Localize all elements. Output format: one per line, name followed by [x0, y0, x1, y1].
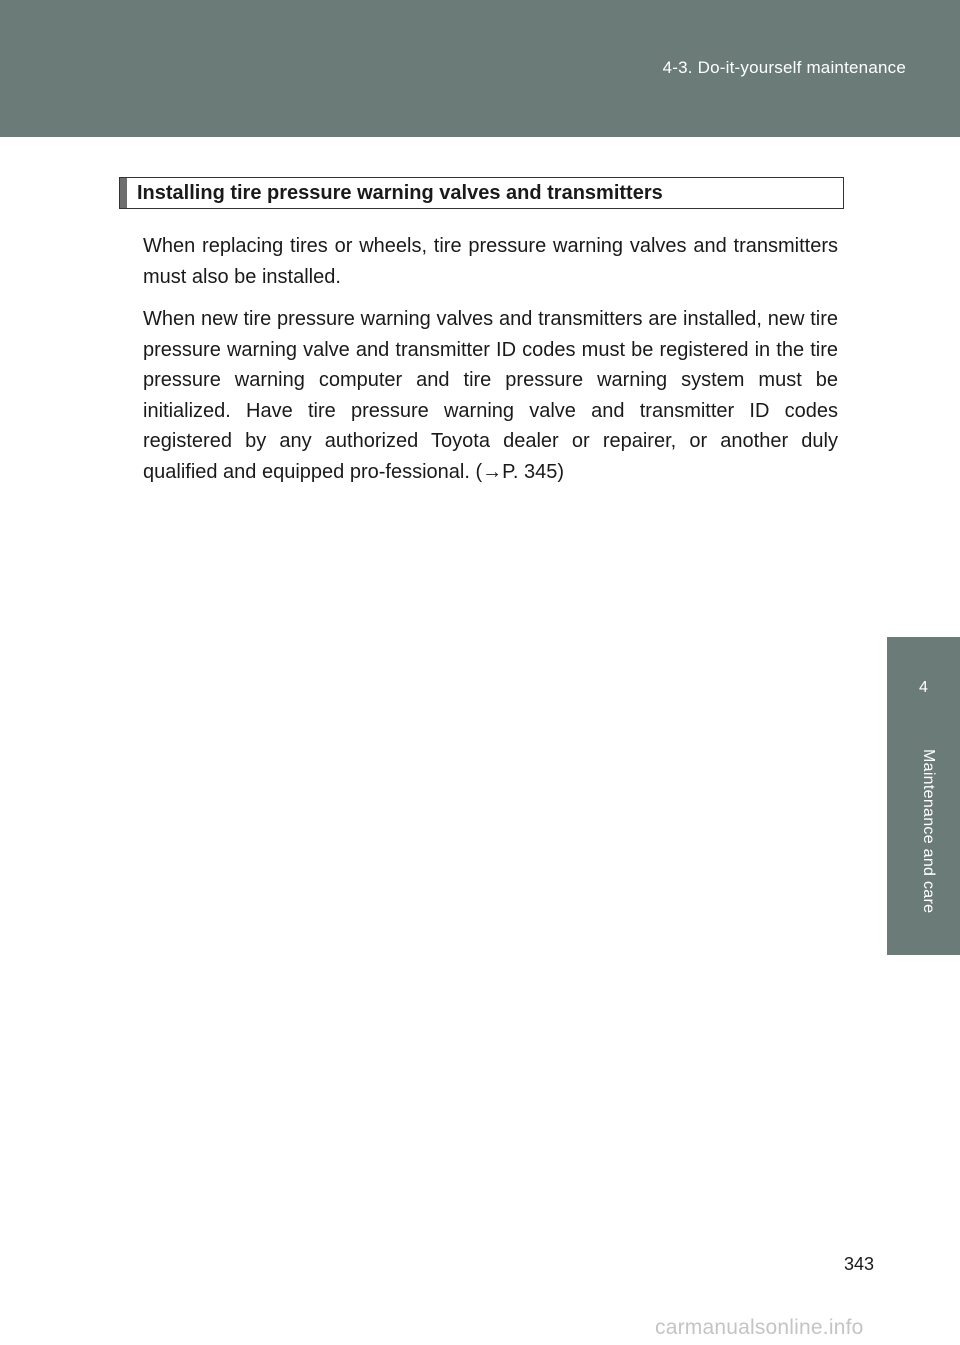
body-paragraph: When new tire pressure warning valves and transmitters are installed, new tire pressure warning valve and transmitter ID codes must be registered in the tire pressure warning computer and tire pressure warning system must be initialized. Have tire pressure warning valve and transmitter ID codes registered by any authorized Toyota dealer or repairer, or another duly qualified and equipped pro-fessional. (→P. 345) [143, 308, 838, 483]
chapter-number: 4 [919, 679, 928, 696]
section-title: 4-3. Do-it-yourself maintenance [662, 58, 906, 77]
watermark: carmanualsonline.info [655, 1316, 864, 1339]
heading-accent-bar [120, 178, 127, 208]
section-heading [119, 177, 844, 209]
page-number: 343 [843, 1254, 874, 1274]
body-paragraph: When replacing tires or wheels, tire pressure warning valves and transmitters must also be installed. [143, 235, 838, 288]
chapter-tab[interactable] [887, 637, 960, 955]
header-band [0, 0, 960, 137]
chapter-label: Maintenance and care [920, 749, 937, 914]
heading-text: Installing tire pressure warning valves and transmitters [137, 182, 663, 204]
